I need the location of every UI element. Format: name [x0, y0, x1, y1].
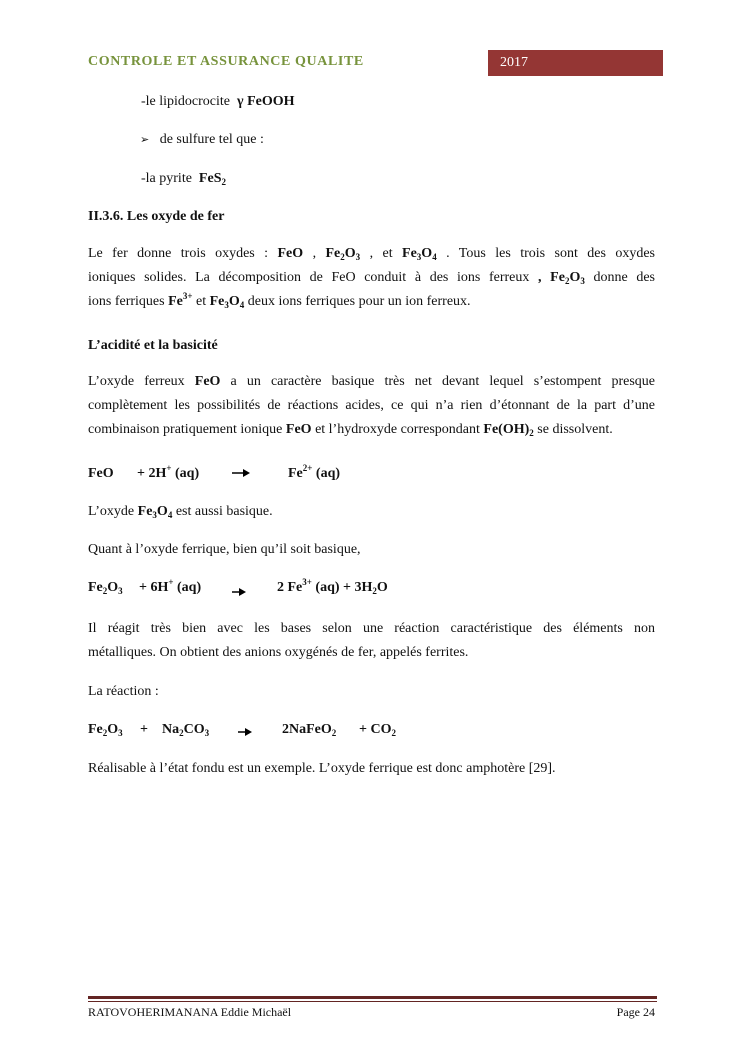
text: combinaison pratiquement ionique — [88, 422, 286, 437]
subheading — [88, 338, 218, 354]
t: Fe — [402, 246, 417, 261]
t: Fe — [88, 580, 103, 595]
t: + CO — [359, 722, 392, 737]
formula — [483, 422, 533, 437]
conclusion-text: Réalisable à l’état fondu est un exemple. L’oxyde ferrique est donc amphotère [29]. — [88, 761, 556, 776]
eq-product — [277, 577, 388, 596]
t: + 6H — [139, 580, 169, 595]
subscript: 4 — [432, 252, 437, 262]
formula: γ FeOOH — [237, 94, 295, 109]
text: L’oxyde ferreux — [88, 374, 195, 389]
text: et — [192, 294, 210, 309]
eq-product — [288, 463, 341, 482]
text: ioniques solides. La décomposition de FeO conduit à des ions ferreux — [88, 270, 539, 285]
t: , Fe — [538, 270, 565, 285]
text: donne des — [584, 270, 655, 285]
subscript: 2 — [340, 252, 345, 262]
text: deux ions ferriques pour un ion ferreux. — [244, 294, 471, 309]
t: (aq) — [312, 466, 341, 481]
t: 2NaFeO — [282, 722, 332, 737]
footer-author: RATOVOHERIMANANA Eddie Michaël — [88, 1005, 292, 1019]
t: (aq) + 3H — [311, 580, 373, 595]
eq-reactant — [139, 577, 202, 596]
t: Fe(OH) — [483, 422, 530, 437]
formula — [168, 291, 193, 309]
subscript: 3 — [580, 276, 585, 286]
superscript: 2+ — [302, 463, 313, 473]
t: Fe — [168, 294, 183, 309]
subscript: 3 — [224, 300, 229, 310]
t: Na — [162, 722, 180, 737]
list-item-sulfure — [140, 132, 264, 148]
list-item-text: de sulfure tel que : — [159, 132, 264, 147]
list-item-text: -le lipidocrocite — [141, 94, 231, 109]
header-title: CONTROLE ET ASSURANCE QUALITE — [88, 54, 364, 69]
formula — [210, 294, 245, 309]
subheading-text: L’acidité et la basicité — [88, 338, 218, 353]
t: CO — [183, 722, 205, 737]
text: est aussi basique. — [172, 504, 273, 519]
reaction-arrow-icon — [238, 727, 252, 737]
paragraph-line: Il réagit très bien avec les bases selon une réaction caractéristique des éléments non — [88, 621, 655, 636]
subscript: 2 — [102, 728, 108, 738]
line-fe3o4-basic — [88, 504, 273, 520]
superscript: + — [168, 577, 174, 587]
list-item-pyrite — [141, 171, 226, 187]
t: O — [228, 294, 240, 309]
subscript: 2 — [179, 728, 184, 738]
t: O — [344, 246, 356, 261]
section-heading — [88, 209, 225, 225]
t: (aq) — [173, 580, 202, 595]
eq-product — [359, 722, 396, 738]
reaction-label: La réaction : — [88, 684, 159, 699]
paragraph-bases — [88, 617, 655, 665]
subscript: 3 — [152, 510, 157, 520]
reaction-arrow-icon — [232, 587, 246, 597]
subscript: 4 — [239, 300, 245, 310]
paragraph-oxides — [88, 242, 655, 314]
text: . Tous les trois sont des oxydes — [436, 246, 656, 261]
paragraph-acidity — [88, 370, 655, 442]
subscript: 3 — [416, 252, 422, 262]
eq-product — [282, 722, 336, 738]
t: + 2H — [137, 466, 167, 481]
eq-plus: + — [140, 722, 148, 737]
t: 2 Fe — [277, 580, 303, 595]
text: ions ferriques — [88, 294, 169, 309]
page-number: Page 24 — [616, 1005, 655, 1019]
paragraph-line — [88, 290, 655, 314]
formula: FeO — [194, 374, 221, 389]
formula — [402, 246, 437, 261]
superscript: 3+ — [302, 577, 312, 587]
formula: FeO — [277, 246, 304, 261]
header-year: 2017 — [488, 50, 663, 76]
formula: FeO — [285, 422, 312, 437]
superscript: 3+ — [182, 291, 193, 301]
subscript: 3 — [118, 728, 123, 738]
subscript: 3 — [118, 586, 123, 596]
text: Le fer donne trois oxydes : — [88, 246, 278, 261]
paragraph-line — [88, 418, 655, 442]
subscript: 2 — [331, 728, 337, 738]
line-quant: Quant à l’oxyde ferrique, bien qu’il soit basique, — [88, 542, 361, 557]
formula — [538, 270, 585, 285]
reaction-arrow-icon — [232, 468, 250, 478]
t: Fe — [137, 504, 153, 519]
eq-reactant — [88, 722, 123, 738]
t: (aq) — [171, 466, 200, 481]
text: et l’hydroxyde correspondant — [311, 422, 484, 437]
subscript: 2 — [221, 177, 226, 187]
paragraph-line — [88, 266, 655, 290]
t: O — [156, 504, 168, 519]
eq-reactant: FeO — [88, 466, 114, 481]
formula-text: FeS — [198, 171, 222, 186]
section-heading-text: II.3.6. Les oxyde de fer — [88, 209, 225, 224]
t: Fe — [325, 246, 341, 261]
text: se dissolvent. — [533, 422, 613, 437]
t: Fe — [288, 466, 303, 481]
footer-divider-thin — [88, 1001, 657, 1002]
formula — [199, 171, 226, 186]
subscript: 2 — [102, 586, 108, 596]
subscript: 2 — [372, 586, 377, 596]
list-item-lepidocrocite — [141, 94, 295, 110]
arrow-bullet-icon: ➢ — [140, 133, 150, 146]
superscript: + — [166, 463, 172, 473]
eq-reactant — [137, 463, 200, 482]
footer-divider — [88, 996, 657, 999]
list-item-text: -la pyrite — [141, 171, 192, 186]
formula — [138, 504, 173, 519]
text: a un caractère basique très net devant lequel s’estompent presque — [220, 374, 656, 389]
paragraph-line: métalliques. On obtient des anions oxygénés de fer, appelés ferrites. — [88, 645, 469, 660]
subscript: 2 — [564, 276, 570, 286]
t: Fe — [209, 294, 225, 309]
formula — [326, 246, 361, 261]
subscript: 4 — [167, 510, 173, 520]
t: O — [569, 270, 581, 285]
text: L’oxyde — [88, 504, 138, 519]
t: O — [107, 722, 119, 737]
paragraph-line: complètement les possibilités de réactions acides, ce qui n’a rien d’étonnant de la part d’une — [88, 398, 655, 413]
text: , — [303, 246, 326, 261]
t: O — [107, 580, 119, 595]
subscript: 3 — [355, 252, 361, 262]
t: O — [421, 246, 433, 261]
eq-reactant — [88, 580, 123, 596]
subscript: 2 — [529, 428, 534, 438]
t: Fe — [88, 722, 103, 737]
subscript: 2 — [391, 728, 396, 738]
subscript: 3 — [204, 728, 210, 738]
paragraph-line — [88, 242, 655, 266]
t: O — [376, 580, 388, 595]
eq-reactant — [162, 722, 209, 738]
paragraph-line — [88, 370, 655, 394]
text: , et — [360, 246, 403, 261]
